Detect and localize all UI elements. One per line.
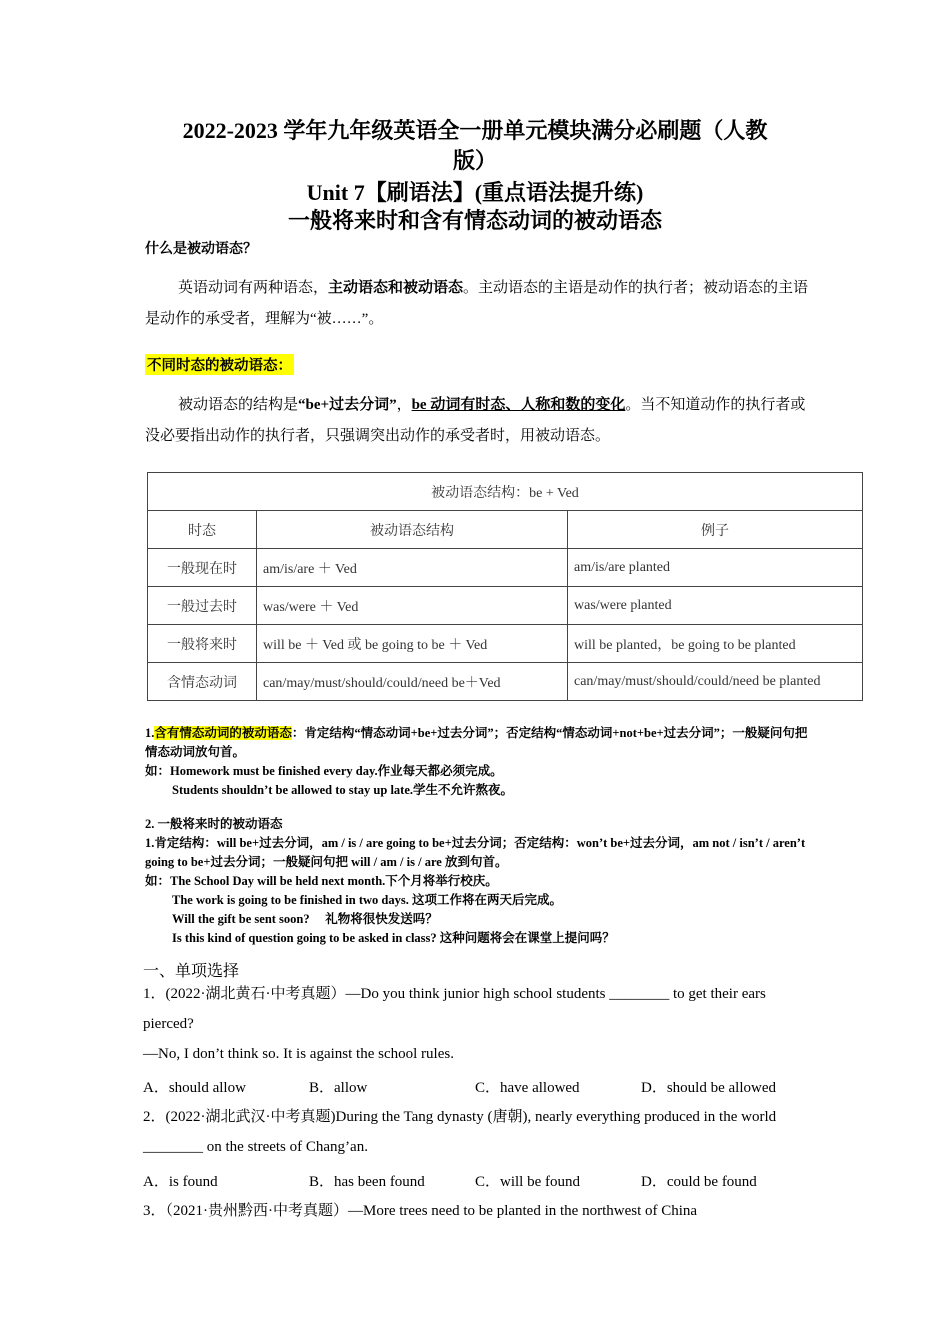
note1-rule [145,724,815,762]
table-cell: am/is/are ＋ Ved [257,549,568,587]
doc-title-line2: 版） [452,148,497,173]
section-heading: 一、单项选择 [143,963,240,980]
table-column-headers [148,511,863,549]
option-d[interactable]: D．should be allowed [641,1080,776,1096]
p2-text-c: ， [396,397,412,413]
table-row [148,625,863,663]
table-cell: can/may/must/should/could/need be planted [568,663,863,701]
p1-text-c: 。主动语态的主语是动作的执行者；被动语态的主语是动作的承受者，理解为“被……”。 [145,280,809,327]
intro-question: 什么是被动语态？ [145,242,257,257]
option-c[interactable]: C．have allowed [475,1080,580,1096]
note2-example-2: The work is going to be finished in two days. 这项工作将在两天后完成。 [172,893,562,907]
note1-number: 1. [145,726,155,740]
doc-title-topic: 一般将来时和含有情态动词的被动语态 [287,208,662,233]
note1-example-2: Students shouldn’t be allowed to stay up late.学生不允许熬夜。 [172,783,514,797]
option-a[interactable]: A．should allow [143,1080,246,1096]
note-future-passive [145,815,815,948]
p2-text-bold: “be+过去分词” [298,397,397,413]
table-cell: 一般过去时 [148,587,257,625]
note1-highlight: 含有情态动词的被动语态 [154,726,292,740]
table-cell: was/were planted [568,587,863,625]
option-d[interactable]: D．could be found [641,1174,757,1190]
note2-example-3: Will the gift be sent soon? 礼物将很快发送吗？ [172,912,438,926]
question-1-reply: —No, I don’t think so. It is against the school rules. [143,1046,454,1062]
p2-text-e: 。当不知道动作的执行者或没必要指出动作的执行者，只强调突出动作的承受者时，用被动语态。 [145,397,806,444]
p2-text-a: 被动语态的结构是 [178,397,299,413]
option-b[interactable]: B．has been found [309,1174,425,1190]
option-b[interactable]: B．allow [309,1080,368,1096]
table-cell: will be planted，be going to be planted [568,625,863,663]
col-header: 时态 [148,511,257,549]
note2-example-4: Is this kind of question going to be asked in class? 这种问题将会在课堂上提问吗？ [172,931,615,945]
question-1: 1．(2022·湖北黄石·中考真题）—Do you think junior high school students ________ to get their ears pierced? [143,986,766,1032]
question-3: 3．（2021·贵州黔西·中考真题）—More trees need to be planted in the northwest of China [143,1203,698,1219]
table-cell: was/were ＋ Ved [257,587,568,625]
p1-text-bold: 主动语态和被动语态 [328,280,464,296]
table-cell: will be ＋ Ved 或 be going to be ＋ Ved [257,625,568,663]
table-header: 被动语态结构：be + Ved [148,473,863,511]
note2-example-1: 如：The School Day will be held next month.下个月将举行校庆。 [145,874,498,888]
doc-title-line1: 2022-2023 学年九年级英语全一册单元模块满分必刷题（人教 [182,118,768,143]
note1-example-1: 如：Homework must be finished every day.作业每天都必须完成。 [145,764,503,778]
passive-voice-table [147,472,863,701]
option-c[interactable]: C．will be found [475,1174,580,1190]
table-cell: 一般现在时 [148,549,257,587]
table-cell: can/may/must/should/could/need be＋Ved [257,663,568,701]
p1-text-a: 英语动词有两种语态， [178,280,329,296]
option-a[interactable]: A．is found [143,1174,218,1190]
col-header: 被动语态结构 [257,511,568,549]
question-2: 2．(2022·湖北武汉·中考真题)During the Tang dynasty (唐朝), nearly everything produced in the world ________ on the streets of Chang’an. [143,1109,777,1155]
tense-highlight: 不同时态的被动语态： [145,354,294,375]
note1-text: ：肯定结构“情态动词+be+过去分词”；否定结构“情态动词+not+be+过去分词”；一般疑问句把情态动词放句首。 [145,726,808,759]
table-row [148,549,863,587]
doc-title-unit: Unit 7【刷语法】(重点语法提升练) [306,180,644,205]
intro-paragraph-1 [145,273,810,335]
table-cell: 含情态动词 [148,663,257,701]
p2-text-underlined: be 动词有时态、人称和数的变化 [411,397,626,413]
intro-paragraph-2 [145,390,810,452]
table-row [148,587,863,625]
note2-rule: 1.肯定结构：will be+过去分词，am / is / are going to be+过去分词；否定结构：won’t be+过去分词，am not / isn’t / aren’t going to be+过去分词；一般疑问句把 will / am / is / are 放到句首。 [145,836,806,869]
table-cell: am/is/are planted [568,549,863,587]
note-modal-passive [145,724,815,800]
table-row [148,663,863,701]
note2-heading: 2. 一般将来时的被动语态 [145,817,283,831]
col-header: 例子 [568,511,863,549]
table-cell: 一般将来时 [148,625,257,663]
